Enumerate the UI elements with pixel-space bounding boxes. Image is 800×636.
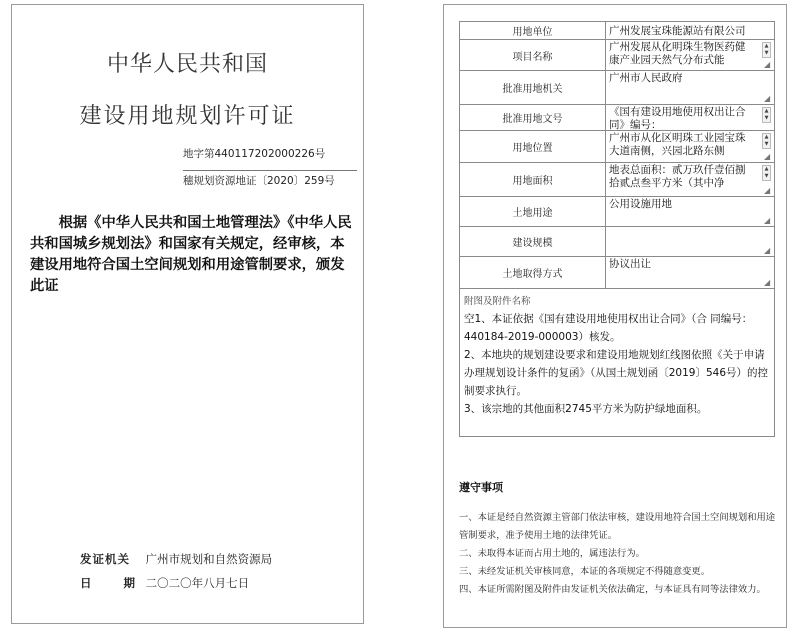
attachments-label: 附图及附件名称 (464, 296, 531, 307)
resize-handle-icon[interactable]: ◢ (764, 152, 771, 161)
field-label: 批准用地机关 (460, 71, 606, 104)
date-value: 二〇二〇年八月七日 (145, 576, 250, 590)
resize-handle-icon[interactable]: ◢ (764, 246, 771, 255)
field-label: 用地面积 (460, 163, 606, 196)
attachment-note: 空1、本证依据《国有建设用地使用权出让合同》（合 同编号：440184-2019-000003）核发。 (464, 313, 753, 343)
resize-handle-icon[interactable]: ◢ (764, 216, 771, 225)
certificate-number: 地字第440117202000226号 (183, 148, 326, 160)
field-label: 用地位置 (460, 131, 606, 162)
field-label: 用地单位 (460, 22, 606, 39)
field-label: 项目名称 (460, 40, 606, 70)
project-name-text: 广州发展从化明珠生物医药健康产业园天然气分布式能 (609, 41, 746, 66)
land-use-text: 公用设施用地 (609, 198, 672, 210)
attachment-note: 3、该宗地的其他面积2745平方米为防护绿地面积。 (464, 403, 708, 415)
scroll-spinner-icon[interactable]: ▲ ▼ (762, 133, 771, 149)
attachment-note: 2、本地块的规划建设要求和建设用地规划红线图依照《关于申请办理规划设计条件的复函》（从国土规划函〔2019〕546号）的控制要求执行。 (464, 349, 769, 397)
legal-statement: 根据《中华人民共和国土地管理法》《中华人民共和国城乡规划法》和国家有关规定，经审核，本建设用地符合国土空间规划和用途管制要求，颁发此证 (30, 215, 352, 294)
rules-title: 遵守事项 (459, 481, 503, 494)
resize-handle-icon[interactable]: ◢ (764, 94, 771, 103)
table-row (460, 257, 774, 289)
scroll-spinner-icon[interactable]: ▲ ▼ (762, 165, 771, 181)
field-label: 土地用途 (460, 197, 606, 226)
field-label: 建设规模 (460, 227, 606, 256)
land-area-textarea[interactable] (606, 163, 774, 196)
rule-item: 一、本证是经自然资源主管部门依法审核，建设用地符合国土空间规划和用途管制要求，准予使用土地的法律凭证。 (459, 512, 776, 541)
issuer-label: 发证机关 (80, 552, 130, 566)
resize-handle-icon[interactable]: ◢ (764, 60, 771, 69)
land-location-text: 广州市从化区明珠工业园宝珠大道南侧，兴园北路东侧 (609, 132, 746, 157)
approval-authority-textarea[interactable] (606, 71, 774, 104)
resize-handle-icon[interactable]: ◢ (764, 278, 771, 287)
approval-doc-text: 《国有建设用地使用权出让合同》编号： (609, 106, 746, 130)
rules-section (459, 479, 777, 599)
land-info-table (459, 21, 775, 437)
land-user-input[interactable]: 广州发展宝珠能源站有限公司 (609, 25, 746, 37)
issuer-value: 广州市规划和自然资源局 (145, 552, 273, 566)
rule-item: 三、未经发证机关审核同意，本证的各项规定不得随意变更。 (459, 566, 711, 577)
land-area-text: 地表总面积：贰万玖仟壹佰捌拾贰点叁平方米（其中净 (609, 164, 746, 189)
approval-authority-text: 广州市人民政府 (609, 72, 683, 84)
field-label: 批准用地文号 (460, 105, 606, 130)
country-title: 中华人民共和国 (106, 52, 268, 77)
issuer-row (80, 551, 272, 567)
acquisition-method-textarea[interactable] (606, 257, 774, 288)
table-row (460, 71, 774, 105)
field-label: 土地取得方式 (460, 257, 606, 288)
acquisition-method-text: 协议出让 (609, 258, 651, 270)
table-row (460, 227, 774, 257)
certificate-title: 建设用地规划许可证 (79, 104, 296, 129)
table-row (460, 22, 774, 40)
date-label: 日 期 (80, 576, 150, 590)
land-use-textarea[interactable] (606, 197, 774, 226)
table-row (460, 131, 774, 163)
scroll-spinner-icon[interactable]: ▲ ▼ (762, 42, 771, 58)
construction-scale-textarea[interactable] (606, 227, 774, 256)
certificate-cover-page (11, 4, 364, 624)
resize-handle-icon[interactable]: ◢ (764, 186, 771, 195)
approval-doc-textarea[interactable] (606, 105, 774, 130)
approval-document-number: 穗规划资源地证〔2020〕259号 (183, 170, 357, 188)
scroll-spinner-icon[interactable]: ▲ ▼ (762, 107, 771, 123)
rule-item: 二、未取得本证而占用土地的，属违法行为。 (459, 548, 645, 559)
rule-item: 四、本证所需附图及附件由发证机关依法确定，与本证具有同等法律效力。 (459, 584, 766, 595)
table-row (460, 163, 774, 197)
date-row (80, 575, 249, 591)
certificate-details-page (443, 4, 787, 628)
land-location-textarea[interactable] (606, 131, 774, 162)
project-name-textarea[interactable] (606, 40, 774, 70)
table-row (460, 105, 774, 131)
table-row (460, 40, 774, 71)
attachments-box[interactable] (460, 289, 774, 436)
table-row (460, 197, 774, 227)
